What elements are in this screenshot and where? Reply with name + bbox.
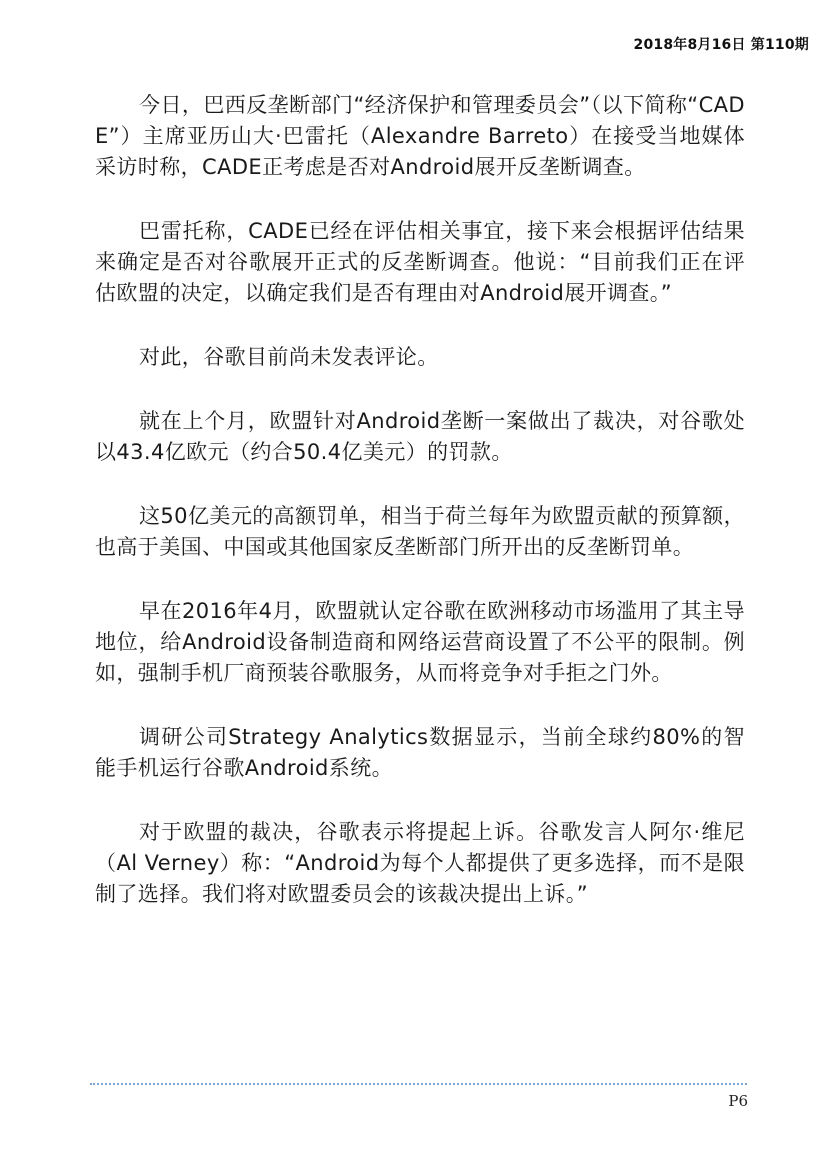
article-paragraph: 早在2016年4月，欧盟就认定谷歌在欧洲移动市场滥用了其主导地位，给Android设备制造商和网络运营商设置了不公平的限制。例如，强制手机厂商预装谷歌服务，从而将竞争对手拒之门外。 bbox=[95, 599, 745, 685]
article-paragraph: 巴雷托称，CADE已经在评估相关事宜，接下来会根据评估结果来确定是否对谷歌展开正式的反垄断调查。他说：“目前我们正在评估欧盟的决定，以确定我们是否有理由对Android展开调查。” bbox=[95, 219, 745, 305]
article-paragraph: 就在上个月，欧盟针对Android垄断一案做出了裁决，对谷歌处以43.4亿欧元（约合50.4亿美元）的罚款。 bbox=[95, 409, 745, 464]
footer-divider bbox=[90, 1083, 747, 1085]
page-number: P6 bbox=[728, 1092, 748, 1110]
article-paragraph: 对此，谷歌目前尚未发表评论。 bbox=[139, 345, 439, 369]
article-paragraph: 今日，巴西反垄断部门“经济保护和管理委员会”（以下简称“CADE”）主席亚历山大·巴雷托（Alexandre Barreto）在接受当地媒体采访时称，CADE正考虑是否对Android展开反垄断调查。 bbox=[95, 93, 745, 179]
article-paragraph: 这50亿美元的高额罚单，相当于荷兰每年为欧盟贡献的预算额，也高于美国、中国或其他国家反垄断部门所开出的反垄断罚单。 bbox=[95, 504, 745, 559]
issue-date-header: 2018年8月16日 第110期 bbox=[633, 37, 809, 53]
article-paragraph: 调研公司Strategy Analytics数据显示，当前全球约80%的智能手机运行谷歌Android系统。 bbox=[95, 725, 745, 780]
article-paragraph: 对于欧盟的裁决，谷歌表示将提起上诉。谷歌发言人阿尔·维尼（Al Verney）称：“Android为每个人都提供了更多选择，而不是限制了选择。我们将对欧盟委员会的该裁决提出上诉。” bbox=[95, 820, 745, 906]
article-body bbox=[95, 90, 745, 943]
